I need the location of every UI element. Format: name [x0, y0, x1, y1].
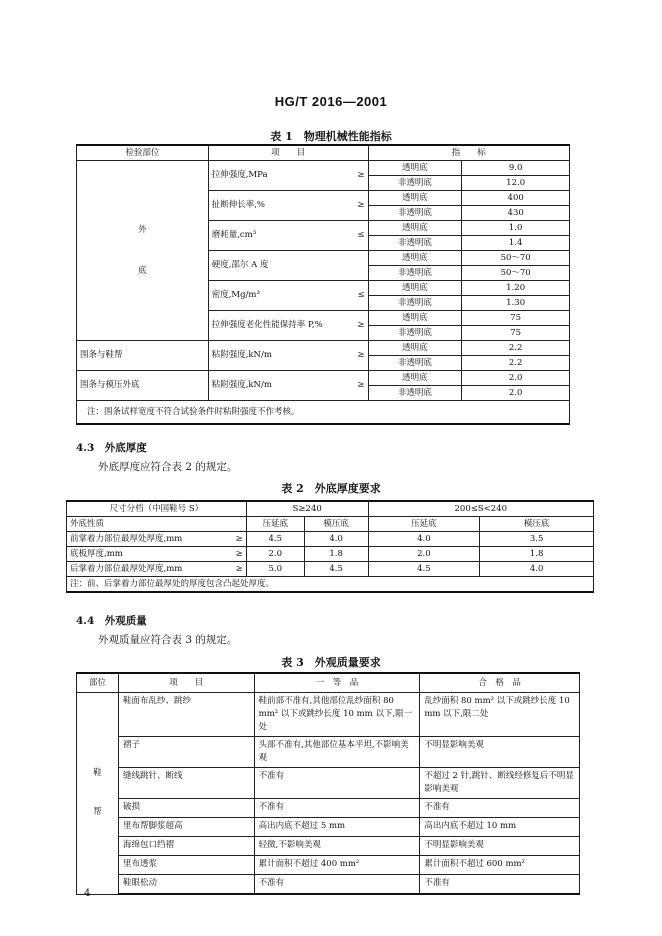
table3-item: 里布帮脚浆超高 — [118, 818, 254, 837]
table3-part-upper — [77, 693, 119, 895]
table2 — [66, 500, 594, 593]
table2-col: 压延底 — [246, 517, 304, 532]
table1-cell: 透明底 — [368, 251, 462, 266]
table1-item: 硬度,邵尔 A 度 — [208, 251, 368, 281]
table3-first: 鞋前部不准有,其他部位乱纱面积 80 mm² 以下或跳纱长度 10 mm 以下,限一处 — [254, 693, 420, 737]
table3-first: 头部不准有,其他部位基本平坦,不影响美观 — [254, 737, 420, 768]
table3-item: 破损 — [118, 799, 254, 818]
table3-qual: 累计面积不超过 600 mm² — [420, 856, 580, 875]
table1-value: 75 — [462, 326, 570, 341]
table1-value: 430 — [462, 206, 570, 221]
table1-caption: 表 1 物理机械性能指标 — [270, 130, 392, 143]
table1-value: 50～70 — [462, 266, 570, 281]
section-4-4-text: 外观质量应符合表 3 的规定。 — [98, 634, 238, 646]
table1-item: 扯断伸长率,% ≥ — [208, 191, 368, 221]
table2-nature: 外底性质 — [67, 517, 247, 532]
table3-item: 缝线跳针、断线 — [118, 768, 254, 799]
table1-header-index: 指 标 — [368, 145, 569, 161]
table3-first: 轻微,不影响美观 — [254, 837, 420, 856]
table1-value: 12.0 — [462, 176, 570, 191]
table3-caption: 表 3 外观质量要求 — [281, 656, 381, 669]
table1-value: 75 — [462, 311, 570, 326]
section-4-3-title: 4.3 外底厚度 — [76, 442, 147, 454]
table2-value: 5.0 — [246, 562, 304, 577]
table1-value: 1.4 — [462, 236, 570, 251]
table1-cell: 非透明底 — [368, 326, 462, 341]
table2-group2: 200≤S<240 — [368, 501, 593, 517]
table1-value: 1.20 — [462, 281, 570, 296]
table2-value: 4.5 — [304, 562, 368, 577]
table2-value: 2.0 — [246, 547, 304, 562]
table3-first: 不准有 — [254, 875, 420, 895]
table3 — [76, 672, 580, 895]
table3-qual: 不明显影响美观 — [420, 737, 580, 768]
section-4-4-title: 4.4 外观质量 — [76, 615, 147, 627]
table2-value: 4.0 — [368, 532, 480, 547]
table2-caption: 表 2 外底厚度要求 — [281, 482, 381, 495]
table1-item: 密度,Mg/m³ ≤ — [208, 281, 368, 311]
table2-col: 模压底 — [304, 517, 368, 532]
table1-cell: 透明底 — [368, 221, 462, 236]
table2-row-label: 底板厚度,mm ≥ — [67, 547, 247, 562]
table2-size-label: 尺寸分档（中国鞋号 S） — [67, 501, 247, 517]
table3-qual: 不准有 — [420, 875, 580, 895]
table2-value: 1.8 — [480, 547, 594, 562]
table1-cell: 非透明底 — [368, 386, 462, 401]
table2-value: 1.8 — [304, 547, 368, 562]
table3-header-first: 一 等 品 — [254, 673, 420, 693]
table3-header-qual: 合 格 品 — [420, 673, 580, 693]
table1-cell: 透明底 — [368, 281, 462, 296]
table3-first: 高出内底不超过 5 mm — [254, 818, 420, 837]
table1-value: 9.0 — [462, 161, 570, 176]
table1-value: 1.30 — [462, 296, 570, 311]
table1-item: 粘附强度,kN/m ≥ — [208, 341, 368, 371]
table1-item: 磨耗量,cm³ ≤ — [208, 221, 368, 251]
table1-note: 注：围条试样宽度不符合试验条件时粘附强度不作考核。 — [77, 401, 570, 425]
table3-item: 里布透浆 — [118, 856, 254, 875]
table1-cell: 非透明底 — [368, 176, 462, 191]
table1-value: 2.0 — [462, 386, 570, 401]
table3-qual: 不准有 — [420, 799, 580, 818]
table3-first: 不准有 — [254, 768, 420, 799]
table3-qual: 不明显影响美观 — [420, 837, 580, 856]
document-header: HG/T 2016—2001 — [274, 94, 388, 109]
table3-part-char1: 鞋 — [93, 768, 102, 779]
table2-value: 4.0 — [480, 562, 594, 577]
table3-qual: 乱纱面积 80 mm² 以下或跳纱长度 10 mm 以下,限二处 — [420, 693, 580, 737]
table2-value: 4.5 — [246, 532, 304, 547]
table3-item: 鞋面布乱纱、跳纱 — [118, 693, 254, 737]
table2-row-label: 后掌着力部位最厚处厚度,mm ≥ — [67, 562, 247, 577]
table1-part-outsole-char1: 外 — [138, 224, 147, 235]
table1-cell: 透明底 — [368, 311, 462, 326]
table1-part-outsole — [77, 161, 209, 341]
table2-row-label: 前掌着力部位最厚处厚度,mm ≥ — [67, 532, 247, 547]
table1-header-part: 检验部位 — [77, 145, 209, 161]
table1-item: 粘附强度,kN/m ≥ — [208, 371, 368, 401]
table3-part-char2: 帮 — [93, 807, 102, 818]
table1-value: 2.0 — [462, 371, 570, 386]
table2-value: 4.5 — [368, 562, 480, 577]
table3-item: 鞋眼松动 — [118, 875, 254, 895]
table1-cell: 非透明底 — [368, 236, 462, 251]
table3-item: 海绵包口绉褶 — [118, 837, 254, 856]
table1-cell: 透明底 — [368, 191, 462, 206]
table3-header-item: 项 目 — [118, 673, 254, 693]
table2-value: 4.0 — [304, 532, 368, 547]
table3-first: 不准有 — [254, 799, 420, 818]
table1-part-welt2: 围条与模压外底 — [77, 371, 209, 401]
section-4-3-text: 外底厚度应符合表 2 的规定。 — [98, 461, 238, 473]
table1-value: 1.0 — [462, 221, 570, 236]
table1-value: 400 — [462, 191, 570, 206]
table1-item: 拉伸强度,MPa ≥ — [208, 161, 368, 191]
table1-cell: 透明底 — [368, 371, 462, 386]
table3-header-part: 部位 — [77, 673, 119, 693]
table1-cell: 非透明底 — [368, 296, 462, 311]
table2-col: 模压底 — [480, 517, 594, 532]
page-number: 4 — [84, 888, 91, 899]
table1-part-welt: 围条与鞋帮 — [77, 341, 209, 371]
table3-qual: 不超过 2 针,跳针、断线经修复后不明显影响美观 — [420, 768, 580, 799]
table2-col: 压延底 — [368, 517, 480, 532]
table1-cell: 非透明底 — [368, 266, 462, 281]
table2-group1: S≥240 — [246, 501, 368, 517]
table2-value: 2.0 — [368, 547, 480, 562]
table3-item: 褶子 — [118, 737, 254, 768]
table1 — [76, 144, 570, 425]
table1-value: 2.2 — [462, 341, 570, 356]
table2-note: 注：前、后掌着力部位最厚处的厚度包含凸起处厚度。 — [67, 577, 594, 593]
table1-value: 50～70 — [462, 251, 570, 266]
table3-qual: 高出内底不超过 10 mm — [420, 818, 580, 837]
table1-part-outsole-char2: 底 — [138, 265, 147, 276]
table1-cell: 透明底 — [368, 161, 462, 176]
table1-header-item: 项 目 — [208, 145, 368, 161]
table3-first: 累计面积不超过 400 mm² — [254, 856, 420, 875]
table1-item: 拉伸强度老化性能保持率 P,% ≥ — [208, 311, 368, 341]
table1-value: 2.2 — [462, 356, 570, 371]
table1-cell: 非透明底 — [368, 206, 462, 221]
table1-cell: 非透明底 — [368, 356, 462, 371]
table1-cell: 透明底 — [368, 341, 462, 356]
table2-value: 3.5 — [480, 532, 594, 547]
